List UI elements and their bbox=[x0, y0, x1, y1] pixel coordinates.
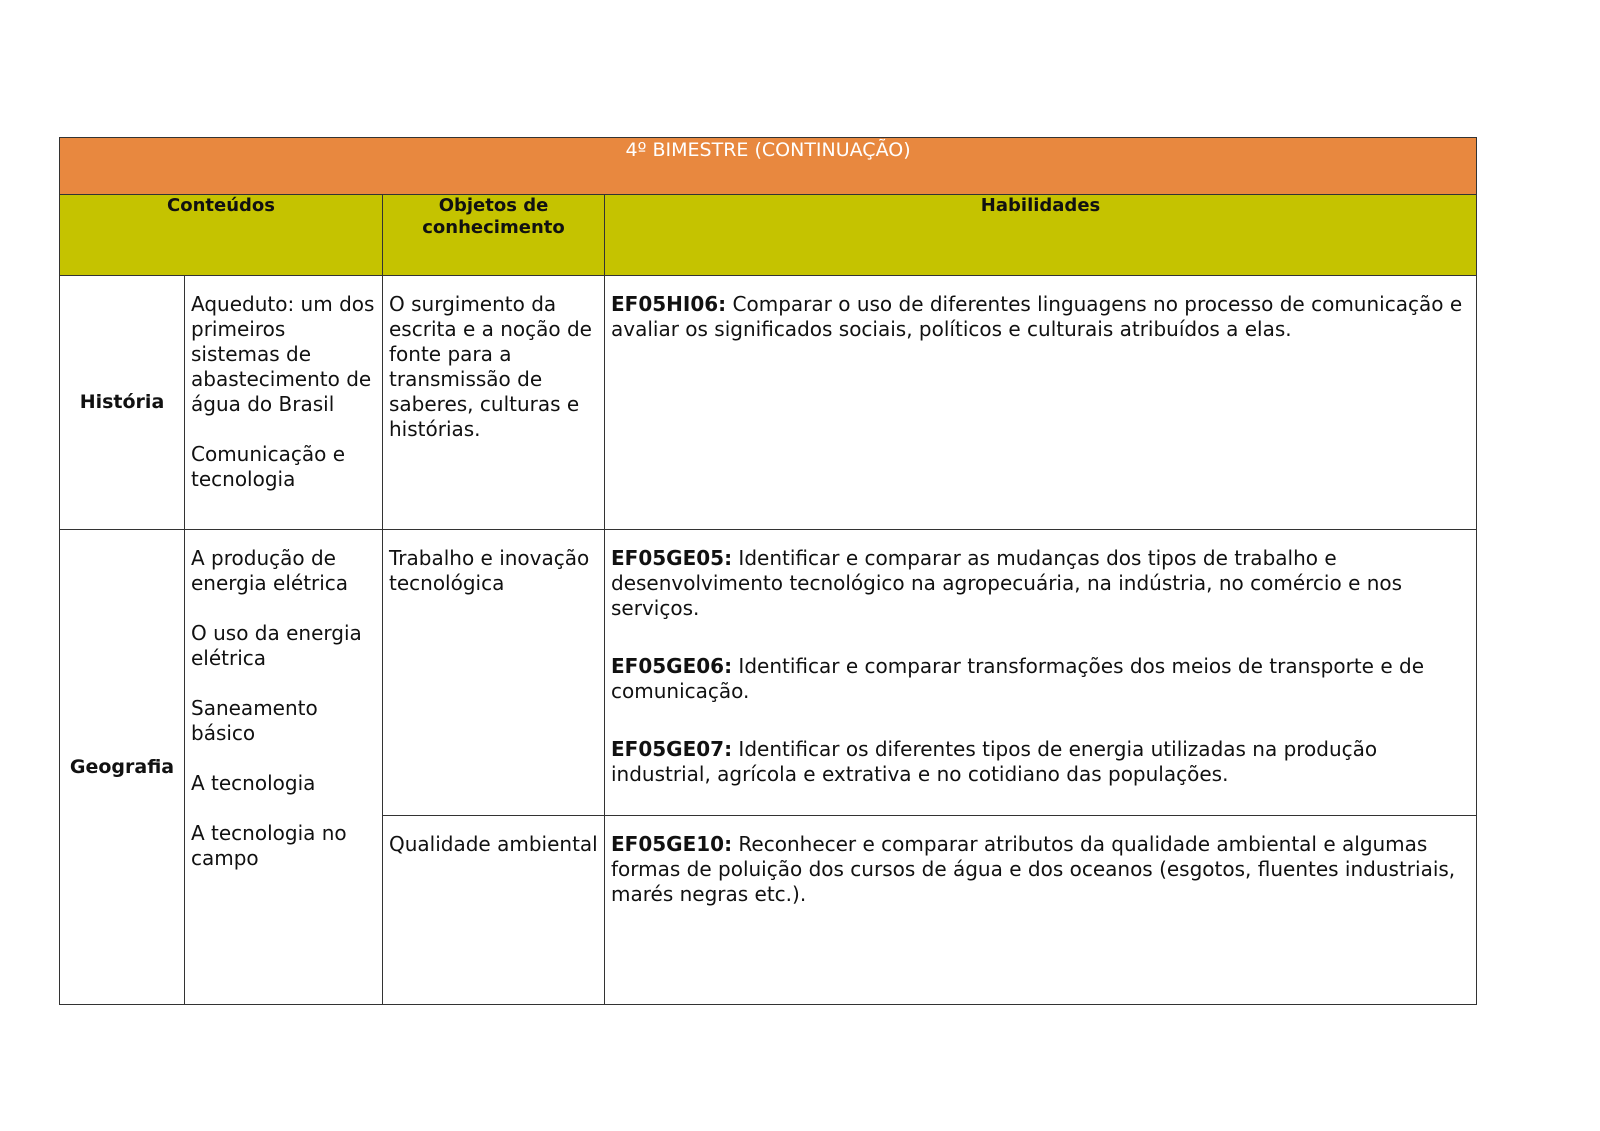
skill-code: EF05GE05: bbox=[611, 546, 733, 570]
table-row-historia bbox=[60, 276, 1477, 530]
skills-geografia-2 bbox=[605, 816, 1477, 1005]
content-item: Comunicação e tecnologia bbox=[191, 442, 345, 491]
title-row bbox=[60, 138, 1477, 195]
subject-geografia: Geografia bbox=[60, 530, 185, 1005]
table-title: 4º BIMESTRE (CONTINUAÇÃO) bbox=[60, 138, 1477, 195]
skill-item bbox=[611, 546, 1470, 621]
skill-item bbox=[611, 292, 1470, 342]
header-habilidades: Habilidades bbox=[605, 195, 1477, 276]
objeto-geografia-1: Trabalho e inovação tecnológica bbox=[383, 530, 605, 816]
skill-item bbox=[611, 832, 1470, 907]
skill-text: Comparar o uso de diferentes linguagens no processo de comunicação e avaliar os significados sociais, políticos e culturais atribuídos a elas. bbox=[611, 292, 1463, 341]
skill-code: EF05HI06: bbox=[611, 292, 727, 316]
skill-code: EF05GE10: bbox=[611, 832, 733, 856]
skill-text: Identificar e comparar as mudanças dos tipos de trabalho e desenvolvimento tecnológico na agropecuária, na indústria, no comércio e nos serviços. bbox=[611, 546, 1403, 620]
objeto-historia: O surgimento da escrita e a noção de fonte para a transmissão de saberes, culturas e histórias. bbox=[383, 276, 605, 530]
skill-text: Identificar e comparar transformações dos meios de transporte e de comunicação. bbox=[611, 654, 1425, 703]
content-item: A tecnologia bbox=[191, 771, 316, 795]
skill-item bbox=[611, 737, 1470, 787]
subject-historia: História bbox=[60, 276, 185, 530]
content-item: Aqueduto: um dos primeiros sistemas de abastecimento de água do Brasil bbox=[191, 292, 375, 416]
contents-geografia bbox=[185, 530, 383, 1005]
objeto-geografia-2: Qualidade ambiental bbox=[383, 816, 605, 1005]
skills-geografia-1 bbox=[605, 530, 1477, 816]
skill-text: Identificar os diferentes tipos de energia utilizadas na produção industrial, agrícola e extrativa e no cotidiano das populações. bbox=[611, 737, 1378, 786]
skill-text: Reconhecer e comparar atributos da qualidade ambiental e algumas formas de poluição dos cursos de água e dos oceanos (esgotos, fluentes industriais, marés negras etc.). bbox=[611, 832, 1456, 906]
content-item: O uso da energia elétrica bbox=[191, 621, 362, 670]
contents-historia bbox=[185, 276, 383, 530]
content-item: A tecnologia no campo bbox=[191, 821, 347, 870]
skills-historia bbox=[605, 276, 1477, 530]
header-objetos: Objetos de conhecimento bbox=[383, 195, 605, 276]
curriculum-table bbox=[59, 137, 1477, 1005]
skill-item bbox=[611, 654, 1470, 704]
header-conteudos: Conteúdos bbox=[60, 195, 383, 276]
skill-code: EF05GE06: bbox=[611, 654, 733, 678]
table-row-geografia bbox=[60, 530, 1477, 816]
skill-code: EF05GE07: bbox=[611, 737, 733, 761]
content-item: Saneamento básico bbox=[191, 696, 318, 745]
header-row bbox=[60, 195, 1477, 276]
content-item: A produção de energia elétrica bbox=[191, 546, 349, 595]
